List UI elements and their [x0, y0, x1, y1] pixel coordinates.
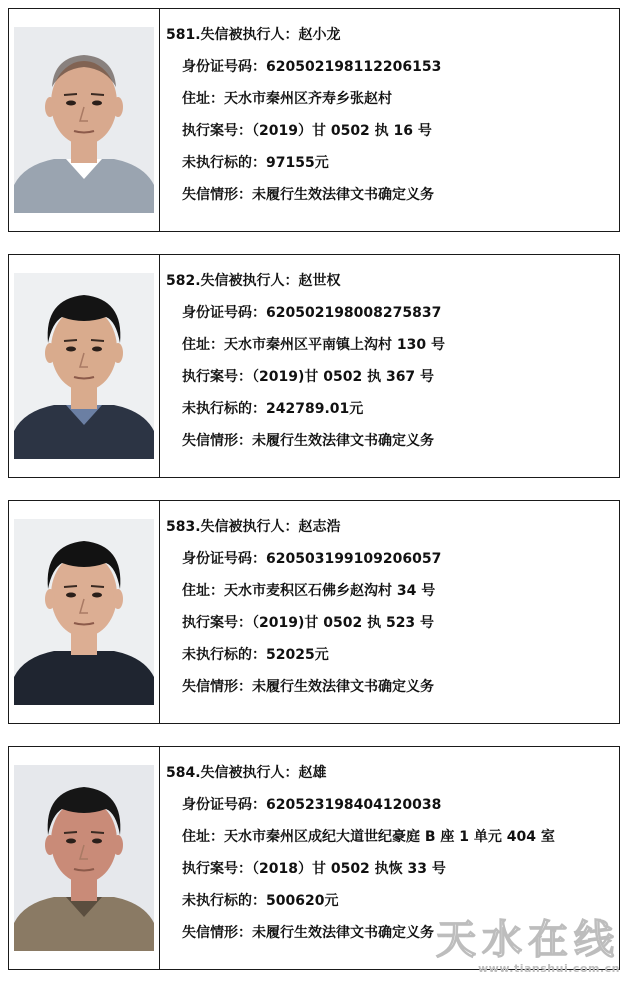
- left-eye: [66, 839, 76, 844]
- right-ear: [113, 343, 123, 363]
- left-ear: [45, 835, 55, 855]
- id-number: 身份证号码：620503199109206057: [182, 551, 442, 567]
- right-eye: [92, 347, 102, 352]
- record-info: [160, 501, 619, 723]
- left-ear: [45, 589, 55, 609]
- record-info: [160, 255, 619, 477]
- default-situation: 失信情形：未履行生效法律文书确定义务: [182, 679, 434, 695]
- address: 住址：天水市秦州区成纪大道世纪豪庭 B 座 1 单元 404 室: [182, 829, 555, 845]
- right-ear: [113, 835, 123, 855]
- case-number: 执行案号：（2019)甘 0502 执 367 号: [182, 369, 435, 385]
- photo-cell: [9, 501, 160, 723]
- photo-cell: [9, 747, 160, 969]
- id-number: 身份证号码：620502198008275837: [182, 305, 442, 321]
- case-number: 执行案号：（2018）甘 0502 执恢 33 号: [182, 861, 446, 877]
- case-number: 执行案号：（2019)甘 0502 执 523 号: [182, 615, 435, 631]
- portrait-photo: [14, 27, 154, 213]
- right-eye: [92, 101, 102, 106]
- record-title: 583.失信被执行人：赵志浩: [166, 519, 341, 535]
- left-ear: [45, 97, 55, 117]
- photo-cell: [9, 9, 160, 231]
- left-eye: [66, 347, 76, 352]
- portrait-photo: [14, 765, 154, 951]
- right-eye: [92, 839, 102, 844]
- case-number: 执行案号：（2019）甘 0502 执 16 号: [182, 123, 432, 139]
- address: 住址：天水市麦积区石佛乡赵沟村 34 号: [182, 583, 436, 599]
- record-card-582: [8, 254, 620, 478]
- left-eye: [66, 101, 76, 106]
- left-ear: [45, 343, 55, 363]
- record-title: 582.失信被执行人：赵世权: [166, 273, 341, 289]
- unexecuted-amount: 未执行标的：242789.01元: [182, 401, 364, 417]
- record-card-583: [8, 500, 620, 724]
- id-number: 身份证号码：620502198112206153: [182, 59, 442, 75]
- default-situation: 失信情形：未履行生效法律文书确定义务: [182, 187, 434, 203]
- record-card-581: [8, 8, 620, 232]
- left-eye: [66, 593, 76, 598]
- site-watermark: [436, 918, 620, 975]
- watermark-url: www.tianshui.com.cn: [478, 962, 620, 975]
- unexecuted-amount: 未执行标的：500620元: [182, 893, 339, 909]
- right-eye: [92, 593, 102, 598]
- portrait-photo: [14, 519, 154, 705]
- address: 住址：天水市秦州区平南镇上沟村 130 号: [182, 337, 445, 353]
- record-title: 581.失信被执行人：赵小龙: [166, 27, 341, 43]
- unexecuted-amount: 未执行标的：97155元: [182, 155, 329, 171]
- record-info: [160, 9, 619, 231]
- right-ear: [113, 97, 123, 117]
- unexecuted-amount: 未执行标的：52025元: [182, 647, 329, 663]
- address: 住址：天水市秦州区齐寿乡张赵村: [182, 91, 392, 107]
- default-situation: 失信情形：未履行生效法律文书确定义务: [182, 433, 434, 449]
- id-number: 身份证号码：620523198404120038: [182, 797, 442, 813]
- right-ear: [113, 589, 123, 609]
- default-situation: 失信情形：未履行生效法律文书确定义务: [182, 925, 434, 941]
- portrait-photo: [14, 273, 154, 459]
- record-title: 584.失信被执行人：赵雄: [166, 765, 327, 781]
- photo-cell: [9, 255, 160, 477]
- watermark-logo-text: 天水在线: [436, 916, 620, 963]
